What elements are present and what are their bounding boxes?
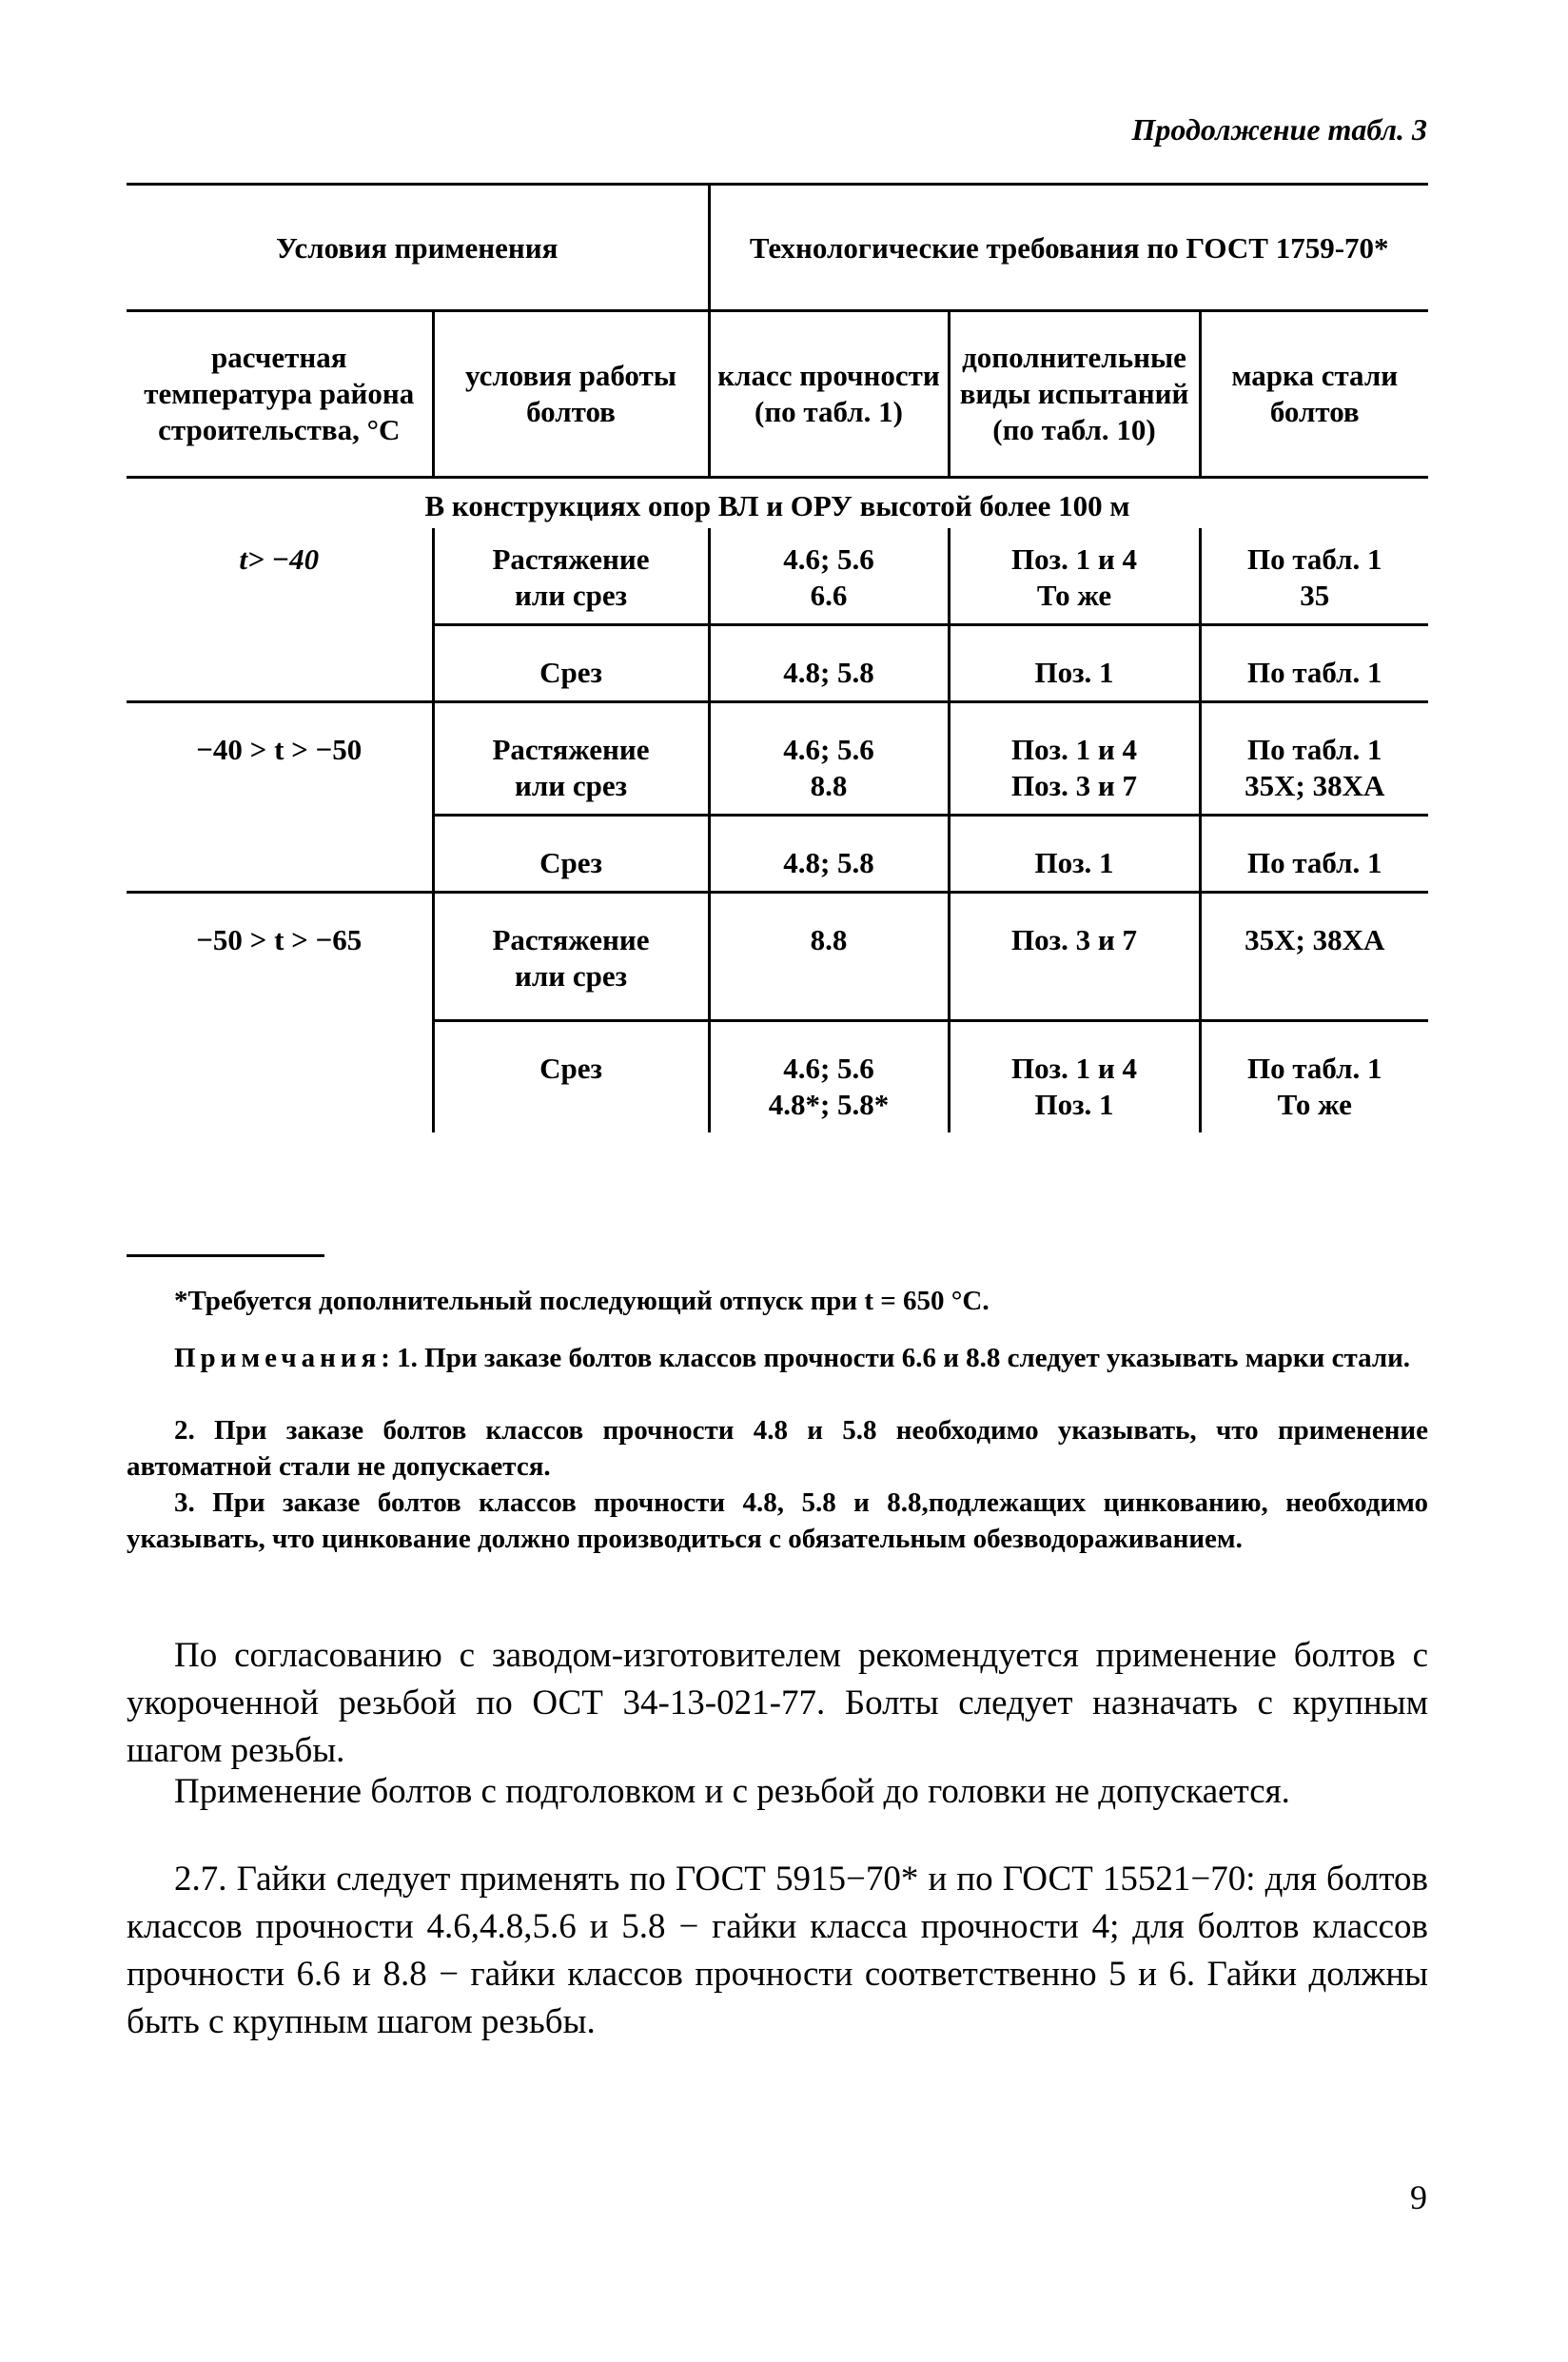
temperature-cell: −50 > t > −65	[196, 923, 363, 956]
class-cell: 4.6; 5.6 4.8*; 5.8*	[709, 1021, 949, 1133]
group-header-conditions: Условия применения	[127, 185, 709, 311]
temperature-cell: −40 > t > −50	[127, 702, 433, 893]
notes-label: Примечания	[174, 1343, 382, 1373]
tests-cell: Поз. 1	[949, 625, 1200, 702]
steel-cell: По табл. 1 35	[1200, 528, 1428, 625]
table-column-header-row	[127, 311, 1428, 478]
steel-cell: По табл. 1	[1200, 816, 1428, 893]
work-cell: Растяжение или срез	[433, 893, 709, 1021]
footnote-separator	[127, 1254, 324, 1257]
note-3: 3. При заказе болтов классов прочности 4.8, 5.8 и 8.8,подлежащих цинкованию, необходимо указывать, что цинкование должно производиться с обязательным обезводораживанием.	[127, 1487, 1428, 1554]
group-header-requirements: Технологические требования по ГОСТ 1759-70*	[709, 185, 1428, 311]
column-header-work-conditions: условия работы болтов	[433, 311, 709, 478]
temperature-cell: t> −40	[127, 528, 433, 702]
tests-cell: Поз. 1 и 4 Поз. 3 и 7	[949, 702, 1200, 816]
work-cell: Растяжение или срез	[433, 528, 709, 625]
column-header-additional-tests: дополнительные виды испытаний (по табл. 10)	[949, 311, 1200, 478]
steel-cell: По табл. 1 35Х; 38ХА	[1200, 702, 1428, 816]
tests-cell: Поз. 1	[949, 816, 1200, 893]
table-section-row	[127, 478, 1428, 529]
note-2: 2. При заказе болтов классов прочности 4.8 и 5.8 необходимо указывать, что применение автоматной стали не допускается.	[127, 1415, 1428, 1482]
bolt-requirements-table	[127, 183, 1428, 1132]
table-row	[127, 528, 1428, 625]
class-cell: 4.6; 5.6 8.8	[709, 702, 949, 816]
column-header-strength-class: класс прочности (по табл. 1)	[709, 311, 949, 478]
steel-cell: 35Х; 38ХА	[1200, 893, 1428, 1021]
table-footnote: *Требуется дополнительный последующий отпуск при t = 650 °С.	[174, 1286, 990, 1316]
table-row	[127, 702, 1428, 816]
work-cell: Срез	[433, 625, 709, 702]
paragraph-2: Применение болтов с подголовком и с резьбой до головки не допускается.	[174, 1772, 1290, 1811]
steel-cell: По табл. 1	[1200, 625, 1428, 702]
class-cell: 8.8	[709, 893, 949, 1021]
column-header-steel-grade: марка стали болтов	[1200, 311, 1428, 478]
tests-cell: Поз. 3 и 7	[949, 893, 1200, 1021]
class-cell: 4.6; 5.6 6.6	[709, 528, 949, 625]
work-cell: Срез	[433, 816, 709, 893]
tests-cell: Поз. 1 и 4 Поз. 1	[949, 1021, 1200, 1133]
section-title: В конструкциях опор ВЛ и ОРУ высотой более 100 м	[424, 489, 1130, 522]
paragraph-1: По согласованию с заводом-изготовителем рекомендуется применение болтов с укороченной резьбой по ОСТ 34-13-021-77. Болты следует назначать с крупным шагом резьбы.	[127, 1636, 1428, 1770]
steel-cell: По табл. 1 То же	[1200, 1021, 1428, 1133]
table-row	[127, 893, 1428, 1021]
work-cell: Растяжение или срез	[433, 702, 709, 816]
work-cell: Срез	[433, 1021, 709, 1133]
class-cell: 4.8; 5.8	[709, 625, 949, 702]
class-cell: 4.8; 5.8	[709, 816, 949, 893]
page-number: 9	[1410, 2178, 1427, 2216]
table-group-header-row	[127, 185, 1428, 311]
note-1: Примечания: 1. При заказе болтов классов прочности 6.6 и 8.8 следует указывать марки стали.	[174, 1343, 1411, 1373]
column-header-temperature: расчетная температура района строительства, °С	[127, 311, 433, 478]
table-continuation-label: Продолжение табл. 3	[1131, 112, 1427, 147]
paragraph-3: 2.7. Гайки следует применять по ГОСТ 5915−70* и по ГОСТ 15521−70: для болтов классов прочности 4.6,4.8,5.6 и 5.8 − гайки класса прочности 4; для болтов классов прочности 6.6 и 8.8 − гайки классов прочности соответственно 5 и 6. Гайки должны быть с крупным шагом резьбы.	[127, 1860, 1428, 2041]
tests-cell: Поз. 1 и 4 То же	[949, 528, 1200, 625]
